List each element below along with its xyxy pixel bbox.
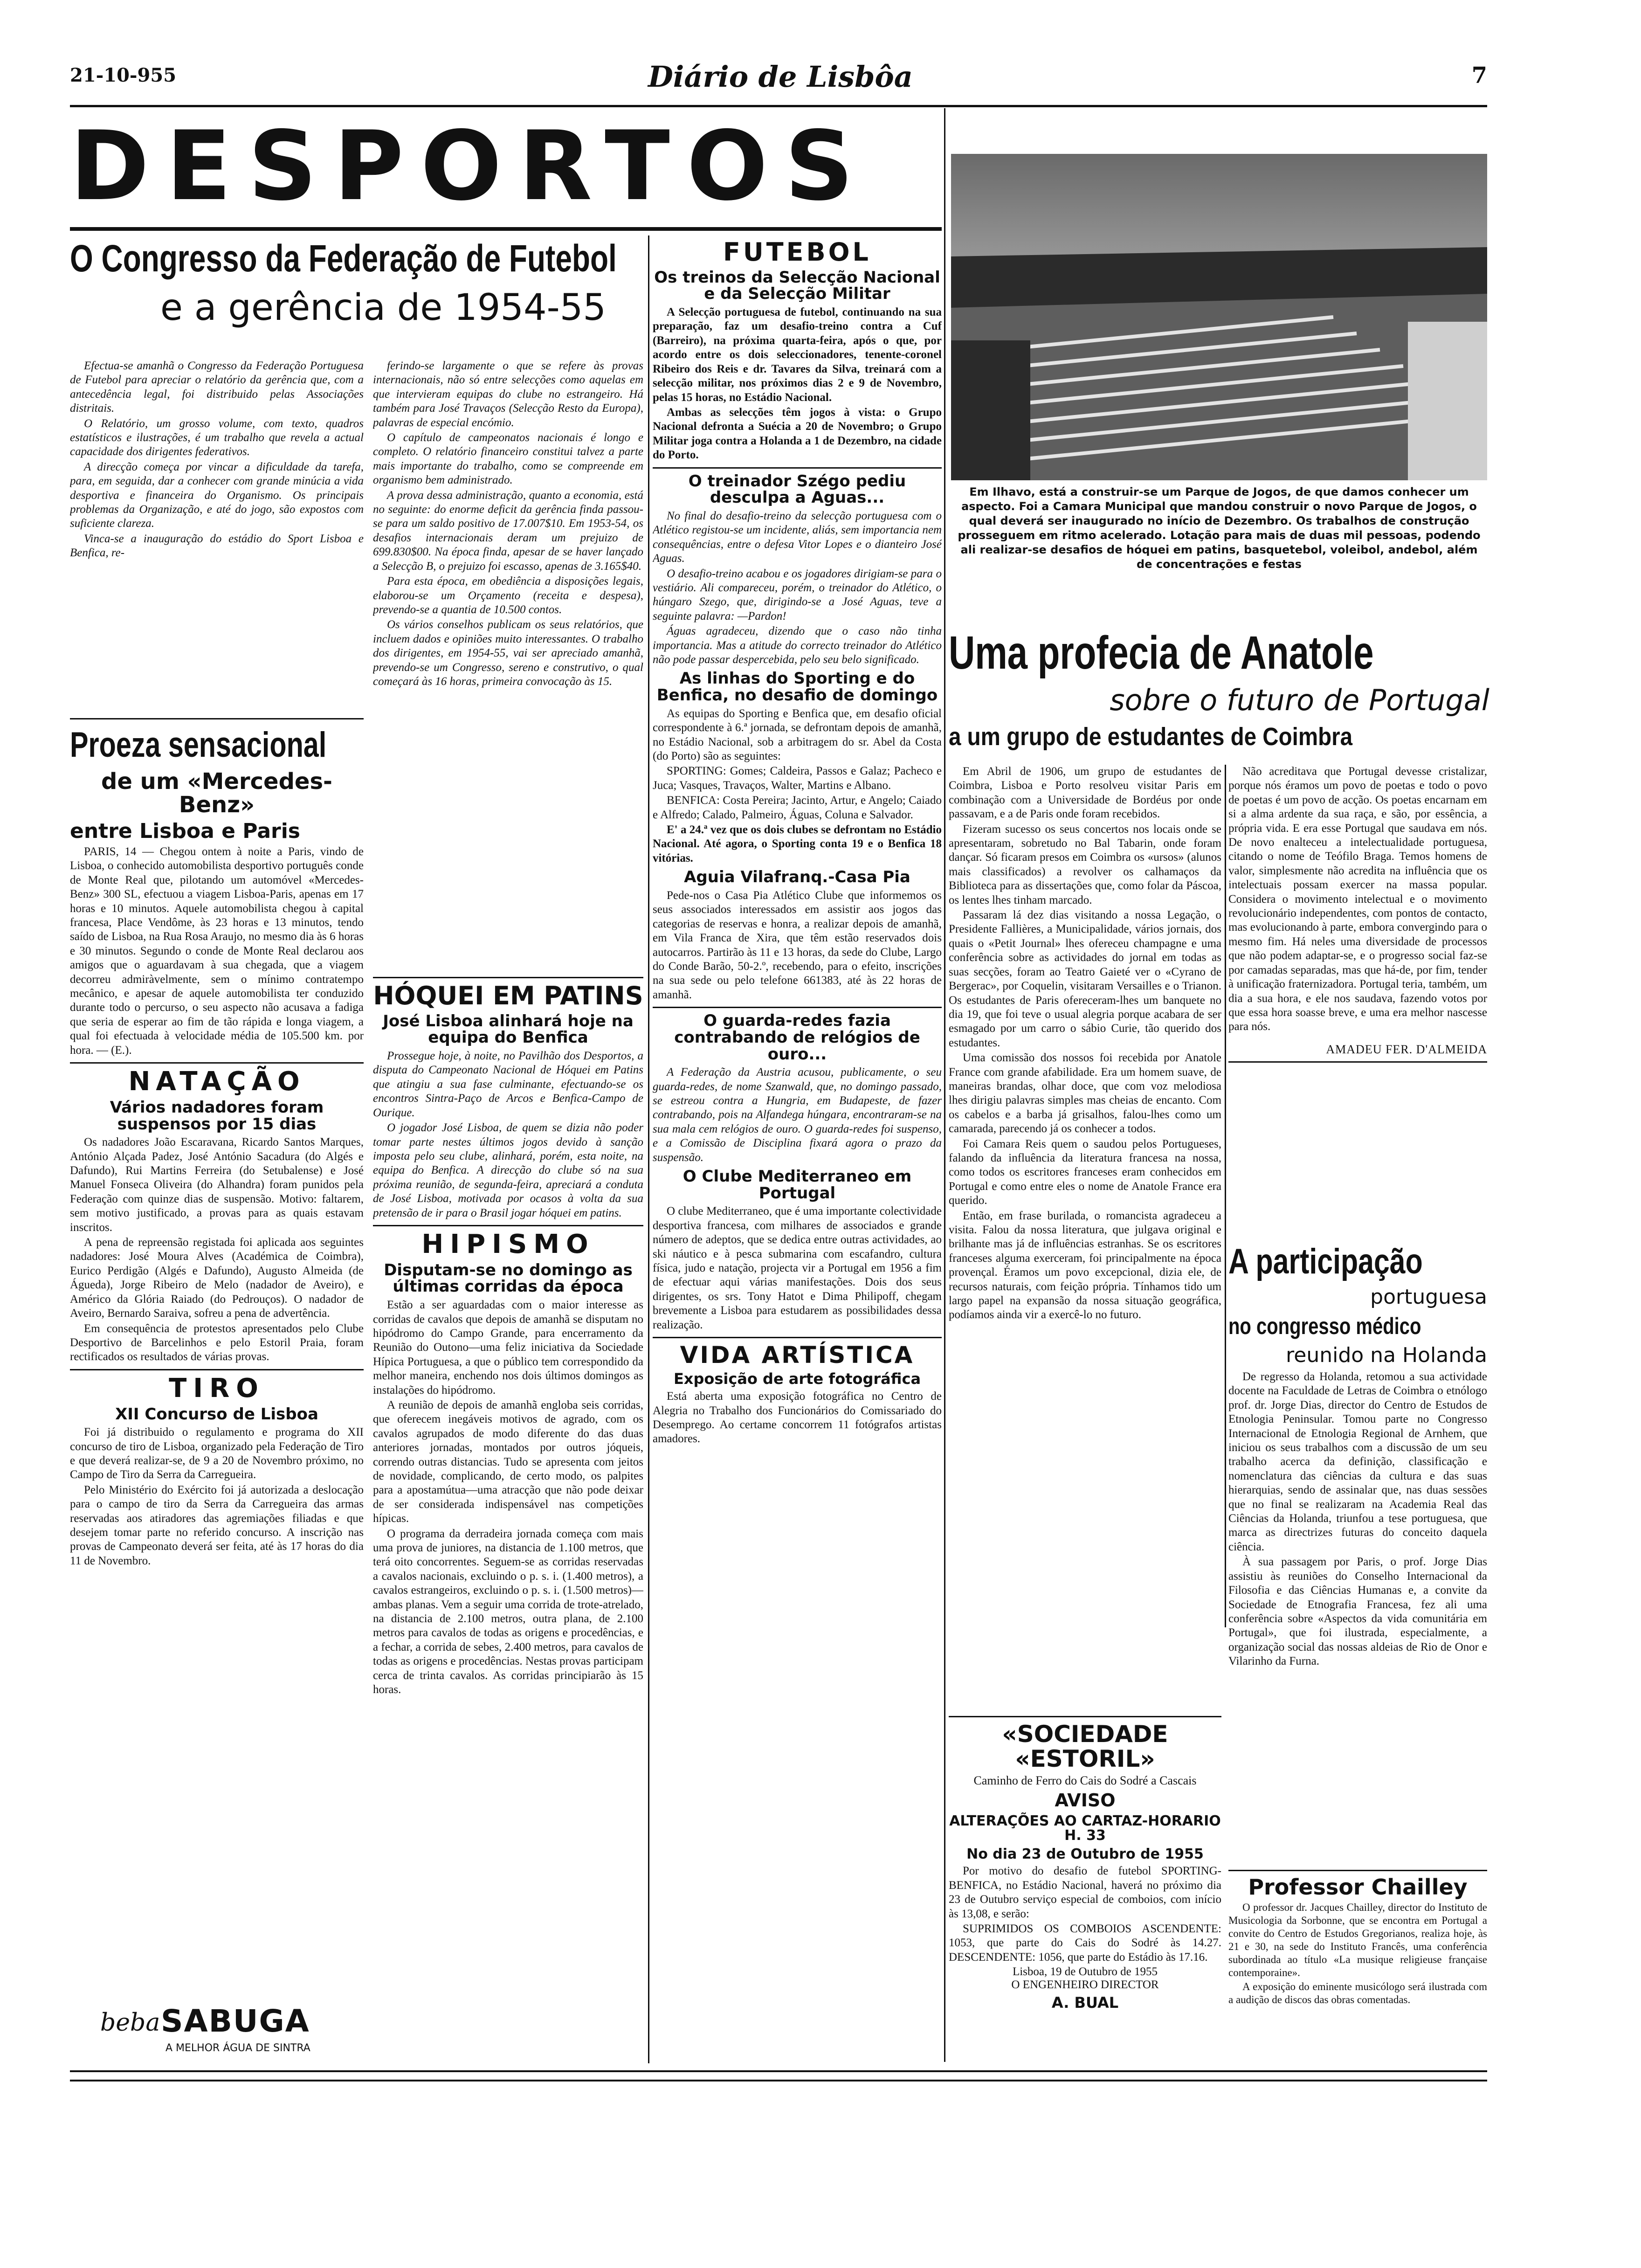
anatole-p2: Fizeram sucesso os seus concertos nos locais onde se apresentaram, sobretudo no Bal Tabarin, onde foram dançar. Só ficaram presos em Coimbra os «ursos» (alunos mais classificados) a revolver os calhamaços da Biblioteca para as dissertações que, como folar da Páscoa, os lentes lhes tinham marcado. (949, 823, 1221, 906)
proeza-body: PARIS, 14 — Chegou ontem à noite a Paris, vindo de Lisboa, o conhecido automobilista desportivo português conde de Monte Real que, pilotando um automóvel «Mercedes-Benz» 300 SL, efectuou a viagem Lisboa-Paris, apenas em 17 horas e 10 minutos. Aquele automobilista chegou à capital francesa, Place Vendôme, às 23 horas e 13 minutos, tendo saído de Lisboa, na Rua Rosa Araujo, no mesmo dia às 6 horas e 30 minutos. Segundo o conde de Monte Real declarou aos amigos que o aguardavam à sua chegada, que a viagem decorreu admiràvelmente, sem o mínimo contratempo mecânico, e apesar de aquele automobilista ter conduzido durante todo o percurso, o seu aspecto não acusava a fadiga que seria de esperar ao fim de tão rápida e longa viagem, a qual foi efectuada à velocidade média de 105.500 km. por hora. — (E.). (70, 845, 364, 1057)
divider (70, 1062, 364, 1064)
linhas-p4: E' a 24.ª vez que os dois clubes se defrontam no Estádio Nacional. Até agora, o Sporting conta 19 e o Benfica 18 vitórias. (653, 823, 942, 864)
stadium-photo (951, 154, 1487, 480)
proeza-sub2: entre Lisboa e Paris (70, 819, 300, 843)
anatole-p5: Foi Camara Reis quem o saudou pelos Portugueses, falando da influência da literatura francesa na nossa, como todos os escritores franceses eram conhecidos em Portugal e como entre eles o nome de Anatole France era querido. (949, 1137, 1221, 1207)
tiro-p1: Foi já distribuido o regulamento e programa do XII concurso de tiro de Lisboa, organizado pela Federação de Tiro e que deverá realizar-se, de 9 a 20 de Novembro próximo, no Campo de Tiro da Serra da Carregueira. (70, 1426, 364, 1481)
futebol-sub: Os treinos da Selecção Nacional e da Selecção Militar (654, 268, 940, 304)
paper-name: Diário de Lisbôa (648, 60, 913, 94)
szego-title: O treinador Szégo pediu desculpa a Aguas... (688, 471, 906, 507)
tiro-p2: Pelo Ministério do Exército foi já autorizada a deslocação para o campo de tiro da Serra da Carregueira das armas reservadas aos atiradores das agremiações filiadas e que desejem tomar parte no referido concurso. A inscrição nas provas de Campeonato deverá ser feita, até às 17 horas do dia 11 de Novembro. (70, 1483, 364, 1567)
photo-caption: Em Ilhavo, está a construir-se um Parque de Jogos, de que damos conhecer um aspecto. Foi a Camara Municipal que mandou construir o novo Parque de Jogos, o qual deverá ser inaugurado no início de Dezembro. Os trabalhos de construção prosseguem em ritmo acelerado. Lotação para mais de duas mil pessoas, podendo ali realizar-se desafios de hóquei em patins, basquetebol, voleibol, andebol, além de concentrações e festas (958, 485, 1481, 571)
linhas-p1: As equipas do Sporting e Benfica que, em desafio oficial correspondente à 6.ª jornada, se defrontam depois de amanhã, no Estádio Nacional, sob a arbitragem do sr. Abel da Costa (do Porto) são as seguintes: (653, 707, 942, 762)
estoril-name: A. BUAL (1051, 1994, 1119, 2012)
vida-sub: Exposição de arte fotográfica (673, 1369, 921, 1388)
hoquei-p2: O jogador José Lisboa, de quem se dizia não poder tomar parte nestes últimos jogos devido à sanção imposta pelo seu clube, alinhará, porém, esta noite, na equipa do Benfica. A direcção do clube só na sua próxima reunião, de segunda-feira, apreciará a conduta de José Lisboa, motivada por ocasos à volta da sua pretensão de ir para o Brasil jogar hóquei em patins. (373, 1121, 643, 1219)
anatole-sub2: a um grupo de estudantes de Coimbra (949, 723, 1353, 751)
sabuga-ad (100, 2000, 343, 2061)
anatole-headline (949, 625, 1489, 765)
section-banner (70, 108, 942, 229)
congress-c2-p4: Para esta época, em obediência a disposições legais, elaborou-se um Orçamento (receita e despesa), prevendo-se a quantia de 10.500 contos. (373, 575, 643, 616)
congress-p3: A direcção começa por vincar a dificuldade da tarefa, para, em seguida, dar a conhecer com grande minúcia a vida desportiva e financeira do Organismo. Os principais problemas da Organização, e até do jogo, são expostos com suficiente clareza. (70, 460, 364, 530)
issue-date: 21-10-955 (70, 64, 177, 86)
szego-p1: No final do desafio-treino da selecção portuguesa com o Atlético registou-se um incidente, aliás, sem importancia nem consequências, entre o defesa Vitor Lopes e o dianteiro José Aguas. (653, 509, 942, 565)
banner-rule (70, 227, 942, 231)
aguia-title: Aguia Vilafranq.-Casa Pia (684, 868, 910, 887)
natacao-p3: Em consequência de protestos apresentados pelo Clube Desportivo de Barcelinhos e pelo Estoril Praia, foram rectificados os resultados de várias provas. (70, 1322, 364, 1363)
anatole-p6: Então, em frase burilada, o romancista agradeceu a visita. Falou da nossa literatura, que julgava original e brilhante mas já de influências estranhas. Se os escritores franceses alguma exerceram, foi principalmente na época provençal. Éramos um povo excepcional, dizia ele, de recursos naturais, com feição própria. Tínhamos tido um largo papel na expansão da nossa situação geográfica, podíamos ainda vir a exercê-lo no futuro. (949, 1209, 1221, 1321)
participacao-sub2: no congresso médico (1228, 1313, 1421, 1339)
hoquei-p1: Prossegue hoje, à noite, no Pavilhão dos Desportos, a disputa do Campeonato Nacional de Hóquei em Patins que atingiu a sua fase culminante, efectuando-se os encontros Sintra-Paço de Arcos e Benfica-Campo de Ourique. (373, 1050, 643, 1119)
section-title: DESPORTOS (70, 111, 870, 222)
anatole-col2 (1228, 765, 1487, 1254)
congress-c2-p5: Os vários conselhos publicam os seus relatórios, que incluem dados e opiniões muito interessantes. O trabalho dos dirigentes, em 1954-55, vai ser apreciado amanhã, prevendo-se um Congresso, sereno e construtivo, o qual começará às 16 horas, primeira convocação às 15. (373, 618, 643, 688)
proeza-title: Proeza sensacional (70, 725, 327, 765)
column-divider (1225, 765, 1226, 1627)
column-divider (944, 108, 945, 2062)
natacao-title: NATAÇÃO (128, 1066, 305, 1097)
estoril-alt: ALTERAÇÕES AO CARTAZ-HORARIO H. 33 (949, 1812, 1221, 1844)
estoril-notice (949, 1711, 1221, 2066)
ad-tagline: A MELHOR ÁGUA DE SINTRA (165, 2042, 310, 2054)
ad-beba: beba (100, 2009, 160, 2037)
participacao-column (1228, 1240, 1487, 1865)
futebol-p2: Ambas as selecções têm jogos à vista: o Grupo Nacional defronta a Suécia a 20 de Novembro; o Grupo Militar joga contra a Holanda a 1 de Dezembro, na cidade do Porto. (653, 406, 942, 462)
hipismo-p2: A reunião de depois de amanhã engloba seis corridas, que oferecem inegáveis motivos de agrado, com os cavalos agrupados de modo diferente do das duas anteriores jornadas, montados por outros jóqueis, correndo outras distancias. Tudo se apresenta com jeitos de novidade, complicando, de certo modo, os palpites para a apostamútua—uma atracção que não pode deixar de ser considerada indispensável nas competições hípicas. (373, 1398, 643, 1525)
linhas-title: As linhas do Sporting e do Benfica, no desafio de domingo (656, 669, 938, 705)
participacao-p2: À sua passagem por Paris, o prof. Jorge Dias assistiu às reuniões do Conselho Internacional da Filosofia e das Ciências Humanas e, a convite da Sociedade de Etnografia Francesa, fez ali uma conferência sobre «Aspectos da vida comunitária em Portugal», que foi ilustrada, especialmente, a organização social das nossas aldeias de Rio de Onor e Vilarinho da Furna. (1228, 1556, 1487, 1668)
participacao-title: A participação (1228, 1242, 1423, 1281)
guardaredes-title: O guarda-redes fazia contrabando de relógios de ouro... (674, 1011, 920, 1064)
vida-p1: Está aberta uma exposição fotográfica no Centro de Alegria no Trabalho dos Funcionários do Comissariado do Desemprego. Ao certame concorrem 11 fotógrafos artistas amadores. (653, 1390, 942, 1445)
masthead (70, 60, 1487, 102)
natacao-sub: Vários nadadores foram suspensos por 15 dias (110, 1098, 324, 1134)
mediterraneo-title: O Clube Mediterraneo em Portugal (683, 1167, 912, 1203)
divider (373, 977, 643, 978)
congress-c2-p2: O capítulo de campeonatos nacionais é longo e completo. O relatório financeiro constitui talvez a parte mais importante do trabalho, como se compreende em organismo bem administrado. (373, 431, 643, 487)
anatole-col1 (949, 765, 1221, 1716)
divider (653, 1337, 942, 1338)
congress-p2: O Relatório, um grosso volume, com texto, quadros estatísticos e ilustrações, é um trabalho que revela a actual capacidade dos dirigentes federativos. (70, 417, 364, 458)
anatole-title: Uma profecia de Anatole (949, 627, 1374, 679)
futebol-p1: A Selecção portuguesa de futebol, continuando na sua preparação, faz um desafio-treino contra a Cuf (Barreiro), na próxima quarta-feira, após o que, por acordo entre os dois seleccionadores, tenente-coronel Ribeiro dos Reis e dr. Tavares da Silva, treinará com a selecção militar, nos próximos dias 2 e 9 de Novembro, pelas 15 horas, no Estádio Nacional. (653, 306, 942, 404)
estoril-p1: Por motivo do desafio de futebol SPORTING-BENFICA, no Estádio Nacional, haverá no próximo dia 23 de Outubro serviço especial de comboios, com início às 13,08, e serão: (949, 1865, 1221, 1920)
estoril-director: O ENGENHEIRO DIRECTOR (1011, 1978, 1159, 1991)
main-headline (70, 235, 617, 357)
ad-brand: SABUGA (161, 2003, 310, 2039)
anatole-sub1: sobre o futuro de Portugal (1110, 683, 1489, 717)
second-column (373, 972, 643, 2068)
tiro-sub: XII Concurso de Lisboa (115, 1404, 318, 1424)
anatole-p3: Passaram lá dez dias visitando a nossa Legação, o Presidente Fallières, a Municipalidade, vários jornais, dos quais o «Petit Journal» lhes ofereceu champagne e uma conferência sobre as actividades do jornal em todas as suas secções, foram ao Teatro Gaieté ver o «Cyrano de Bergerac», por Coquelin, visitaram Versailles e o Trianon. Os estudantes de Paris ofereceram-lhes um banquete no dia 19, que foi teve o usual alegria porque acabara de ser esmagado por um carro o sábio Curie, tão querido dos estudantes. (949, 909, 1221, 1049)
estoril-p2: SUPRIMIDOS OS COMBOIOS ASCENDENTE: 1053, que parte do Cais do Sodré às 14.27. DESCENDENTE: 1056, que parte do Estádio às 17.16. (949, 1922, 1221, 1964)
masthead-rule (70, 105, 1487, 107)
participacao-sub3: reunido na Holanda (1286, 1343, 1487, 1367)
divider (949, 1716, 1221, 1717)
divider (1228, 1061, 1487, 1063)
divider (70, 718, 364, 719)
szego-p2: O desafio-treino acabou e os jogadores dirigiam-se para o vestiário. Ali compareceu, porém, o treinador do Atlético, o húngaro Szego, que, dirigindo-se a José Aguas, teve a seguinte palavra: —Pardon! (653, 567, 942, 622)
stadium-photo-image (951, 154, 1487, 480)
aguia-p1: Pede-nos o Casa Pia Atlético Clube que informemos os seus associados interessados em assistir aos jogos das categorias de reservas e honra, a realizar depois de amanhã, em Vila Franca de Xira, que têm estão reservados dois autocarros. Partirão às 11 e 13 horas, da sede do Clube, Largo do Conde Barão, 50-2.º, recebendo, para o efeito, inscrições na sua sede ou pelo telefone 661383, até às 22 horas de amanhã. (653, 889, 942, 1001)
chailley-column (1228, 1865, 1487, 2066)
hipismo-title: HIPISMO (421, 1229, 595, 1259)
anatole-p1: Em Abril de 1906, um grupo de estudantes de Coimbra, Lisboa e Porto resolveu visitar Paris em combinação com a Universidade de Bordéus por onde passavam, e a de Paris onde foram recebidos. (949, 765, 1221, 821)
estoril-aviso: AVISO (1055, 1790, 1116, 1811)
vida-title: VIDA ARTÍSTICA (680, 1341, 915, 1369)
natacao-p1: Os nadadores João Escaravana, Ricardo Santos Marques, António Alçada Padez, José António Sacadura (do Algés e Dafundo), Rui Martins Ferreira (do Setubalense) e José Manuel Fonseca Oliveira (do Alhandra) foram punidos pela Federação com quinze dias de suspensão. Motivo: faltarem, sem motivo justificado, a provas para as quais estavam inscritos. (70, 1136, 364, 1234)
linhas-p2: SPORTING: Gomes; Caldeira, Passos e Galaz; Pacheco e Juca; Vasques, Travaços, Walter, Martins e Albano. (653, 765, 942, 792)
bottom-rule (70, 2080, 1487, 2081)
divider (653, 1007, 942, 1008)
divider (653, 467, 942, 469)
left-column (70, 713, 364, 2000)
guardaredes-p1: A Federação da Austria acusou, publicamente, o seu guarda-redes, de nome Szanwald, que, no domingo passado, se estreou contra a Hungria, em Budapeste, de fazer contrabando, pois na Alfandega húngara, encontraram-se na sua mala cem relógios de ouro. O guarda-redes foi suspenso, e a Comissão de Disciplina fixará agora o prazo da suspensão. (653, 1066, 942, 1164)
mediterraneo-p1: O clube Mediterraneo, que é uma importante colectividade desportiva francesa, com milhares de associados e grande número de adeptos, que se dedica entre outras actividades, ao ski náutico e à pesca submarina com escafandro, cultura física, judo e natação, projecta vir a Portugal em 1956 a fim de efectuar aqui várias manifestações. Dois dos seus dirigentes, os srs. Tony Hatot e Dima Philipoff, chegam brevemente a Lisboa para estudarem as possibilidades dessa realização. (653, 1205, 942, 1331)
estoril-title: «SOCIEDADE «ESTORIL» (1002, 1721, 1168, 1772)
linhas-p3: BENFICA: Costa Pereira; Jacinto, Artur, e Angelo; Caiado e Alfredo; Calado, Palmeiro, Águas, Coluna e Salvador. (653, 794, 942, 821)
page-number: 7 (1471, 62, 1487, 89)
chailley-p1: O professor dr. Jacques Chailley, director do Instituto de Musicologia da Sorbonne, que se encontra em Portugal a convite do Centro de Estudos Gregorianos, realiza hoje, às 21 e 30, na sede do Instituto Francês, uma conferência subordinada ao título «La musique religieuse française contemporaine». (1228, 1902, 1487, 1979)
congress-p4: Vinca-se a inauguração do estádio do Sport Lisboa e Benfica, re- (70, 532, 364, 560)
tiro-title: TIRO (169, 1373, 265, 1404)
estoril-dia: No dia 23 de Outubro de 1955 (966, 1846, 1204, 1862)
hoquei-sub: José Lisboa alinhará hoje na equipa do Benfica (383, 1011, 634, 1047)
chailley-title: Professor Chailley (1248, 1874, 1468, 1900)
natacao-p2: A pena de repreensão registada foi aplicada aos seguintes nadadores: José Moura Alves (Académica de Coimbra), Eurico Perdigão (Algés e Dafundo), Augusto Almeida (de Águeda), Jorge Ribeiro de Melo (nadador de Aveiro), e Américo da Glória Raiado (do Pedrouços). O nadador de Aveiro, Bernardo Saraiva, sofreu a pena de advertência. (70, 1236, 364, 1320)
estoril-date: Lisboa, 19 de Outubro de 1955 (1012, 1965, 1158, 1978)
proeza-sub1: de um «Mercedes-Benz» (101, 768, 332, 818)
headline-line2: e a gerência de 1954-55 (160, 287, 606, 329)
divider (1228, 1870, 1487, 1871)
divider (373, 1225, 643, 1226)
third-column (653, 235, 942, 2063)
chailley-p2: A exposição do eminente musicólogo será ilustrada com a audição de discos das obras comentadas. (1228, 1981, 1487, 2006)
congress-p1: Efectua-se amanhã o Congresso da Federação Portuguesa de Futebol para apreciar o relatório da gerência que, com a antecedência legal, foi distribuido pelas Associações distritais. (70, 360, 364, 415)
anatole-author: AMADEU FER. D'ALMEIDA (1326, 1042, 1487, 1056)
divider (70, 1369, 364, 1370)
anatole-c2-p1: Não acreditava que Portugal devesse cristalizar, porque nós éramos um povo de poetas e todo o povo de poetas é um povo de acção. Os poetas encarnam em si a alma ardente da sua raça, e são, por essência, a própria vida. E era esse Portugal que saudava em nós. De novo enalteceu a intelectualidade portuguesa, citando o nome de Teófilo Braga. Temos homens de valor, simplesmente não acredita na influência que os intelectuais possam exercer na massa popular. Considera o movimento intelectual e o movimento revolucionário independentes, com pontos de contacto, mas evolucionando à parte, embora convergindo para o mesmo fim. Há neles uma diversidade de processos que não podem adaptar-se, e o progresso social faz-se por camadas separadas, mas que há-de, por fim, tender à unificação fraternizadora. Portugal teria, também, um dia a sua hora, e ele nos saudava, fazendo votos por que essa hora soasse breve, e uma era melhor nascesse para nós. (1228, 765, 1487, 1033)
participacao-p1: De regresso da Holanda, retomou a sua actividade docente na Faculdade de Letras de Coimbra o etnólogo prof. dr. Jorge Dias, director do Centro de Estudos de Etnologia Peninsular. Tomou parte no Congresso Internacional de Etnologia Regional de Arnhem, que iniciou os seus trabalhos com a discussão de um seu trabalho acerca da definição, classificação e nomenclatura das ciências da cultura e das suas hierarquias, sendo de assinalar que, nas duas sessões que no final se realizaram na Academia Real das Ciências da Holanda, triunfou a tese portuguesa, que marca as directrizes futuras do conceito daquela ciência. (1228, 1370, 1487, 1553)
szego-p3: Águas agradeceu, dizendo que o caso não tinha importancia. Mas a atitude do correcto treinador do Atlético não pode passar despercebida, pelo seu belo significado. (653, 625, 942, 666)
congress-c2-p1: ferindo-se largamente o que se refere às provas internacionais, não só entre selecções como aquelas em que intervieram equipas do clube no estrangeiro. Há também para José Travaços (Selecção Resto da Europa), palavras de especial encómio. (373, 360, 643, 429)
congress-col1 (70, 359, 364, 709)
headline-line1: O Congresso da Federação de Futebol (70, 237, 617, 280)
hipismo-p1: Estão a ser aguardadas com o maior interesse as corridas de cavalos que depois de amanhã se disputam no hipódromo do Campo Grande, para encerramento da Reunião do Outono—uma feliz iniciativa da Sociedade Hípica Portuguesa, a que o público tem correspondido da melhor maneira, enchendo nos dois últimos domingos as instalações do hipódromo. (373, 1299, 643, 1397)
column-divider (648, 235, 649, 2063)
hipismo-p3: O programa da derradeira jornada começa com mais uma prova de juniores, na distancia de 1.100 metros, que terá oito concorrentes. Seguem-se as corridas reservadas a cavalos nacionais, excluindo o p. s. i. (1.400 metros), a cavalos estrangeiros, excluindo o p. s. i. (1.500 metros)—ambas planas. Vem a seguir uma corrida de trote-atrelado, na distancia de 2.100 metros, outra plana, de 2.100 metros para cavalos de todas as origens e procedências, e a fechar, a corrida de sebes, 2.400 metros, para cavalos de todas as origens e procedências. Nestas provas participam cerca de trinta cavalos. As corridas principiarão às 15 horas. (373, 1527, 643, 1696)
bottom-rule (70, 2070, 1487, 2072)
anatole-p4: Uma comissão dos nossos foi recebida por Anatole France com grande afabilidade. Era um homem suave, de maneiras brandas, olhar doce, que com voz melodiosa lhes dirigiu palavras simples mas cheias de encanto. Com os cabelos e a barba já grisalhos, falou-lhes como um camarada, parecendo já os conhecer a todos. (949, 1051, 1221, 1135)
hipismo-sub: Disputam-se no domingo as últimas corridas da época (384, 1260, 633, 1296)
estoril-line: Caminho de Ferro do Cais do Sodré a Cascais (973, 1774, 1197, 1787)
futebol-title: FUTEBOL (723, 237, 871, 267)
participacao-sub1: portuguesa (1370, 1285, 1487, 1309)
congress-col2 (373, 359, 643, 970)
hoquei-title: HÓQUEI EM PATINS (373, 981, 643, 1010)
congress-c2-p3: A prova dessa administração, quanto a economia, está no seguinte: do enorme deficit da gerência finda passou-se para um saldo positivo de 17.007$10. Em 1953-54, os desafios internacionais deram um prejuizo de 699.830$00. Na época finda, apesar de se haver lançado a Selecção B, o prejuizo foi escasso, apenas de 3.165$40. (373, 489, 643, 573)
